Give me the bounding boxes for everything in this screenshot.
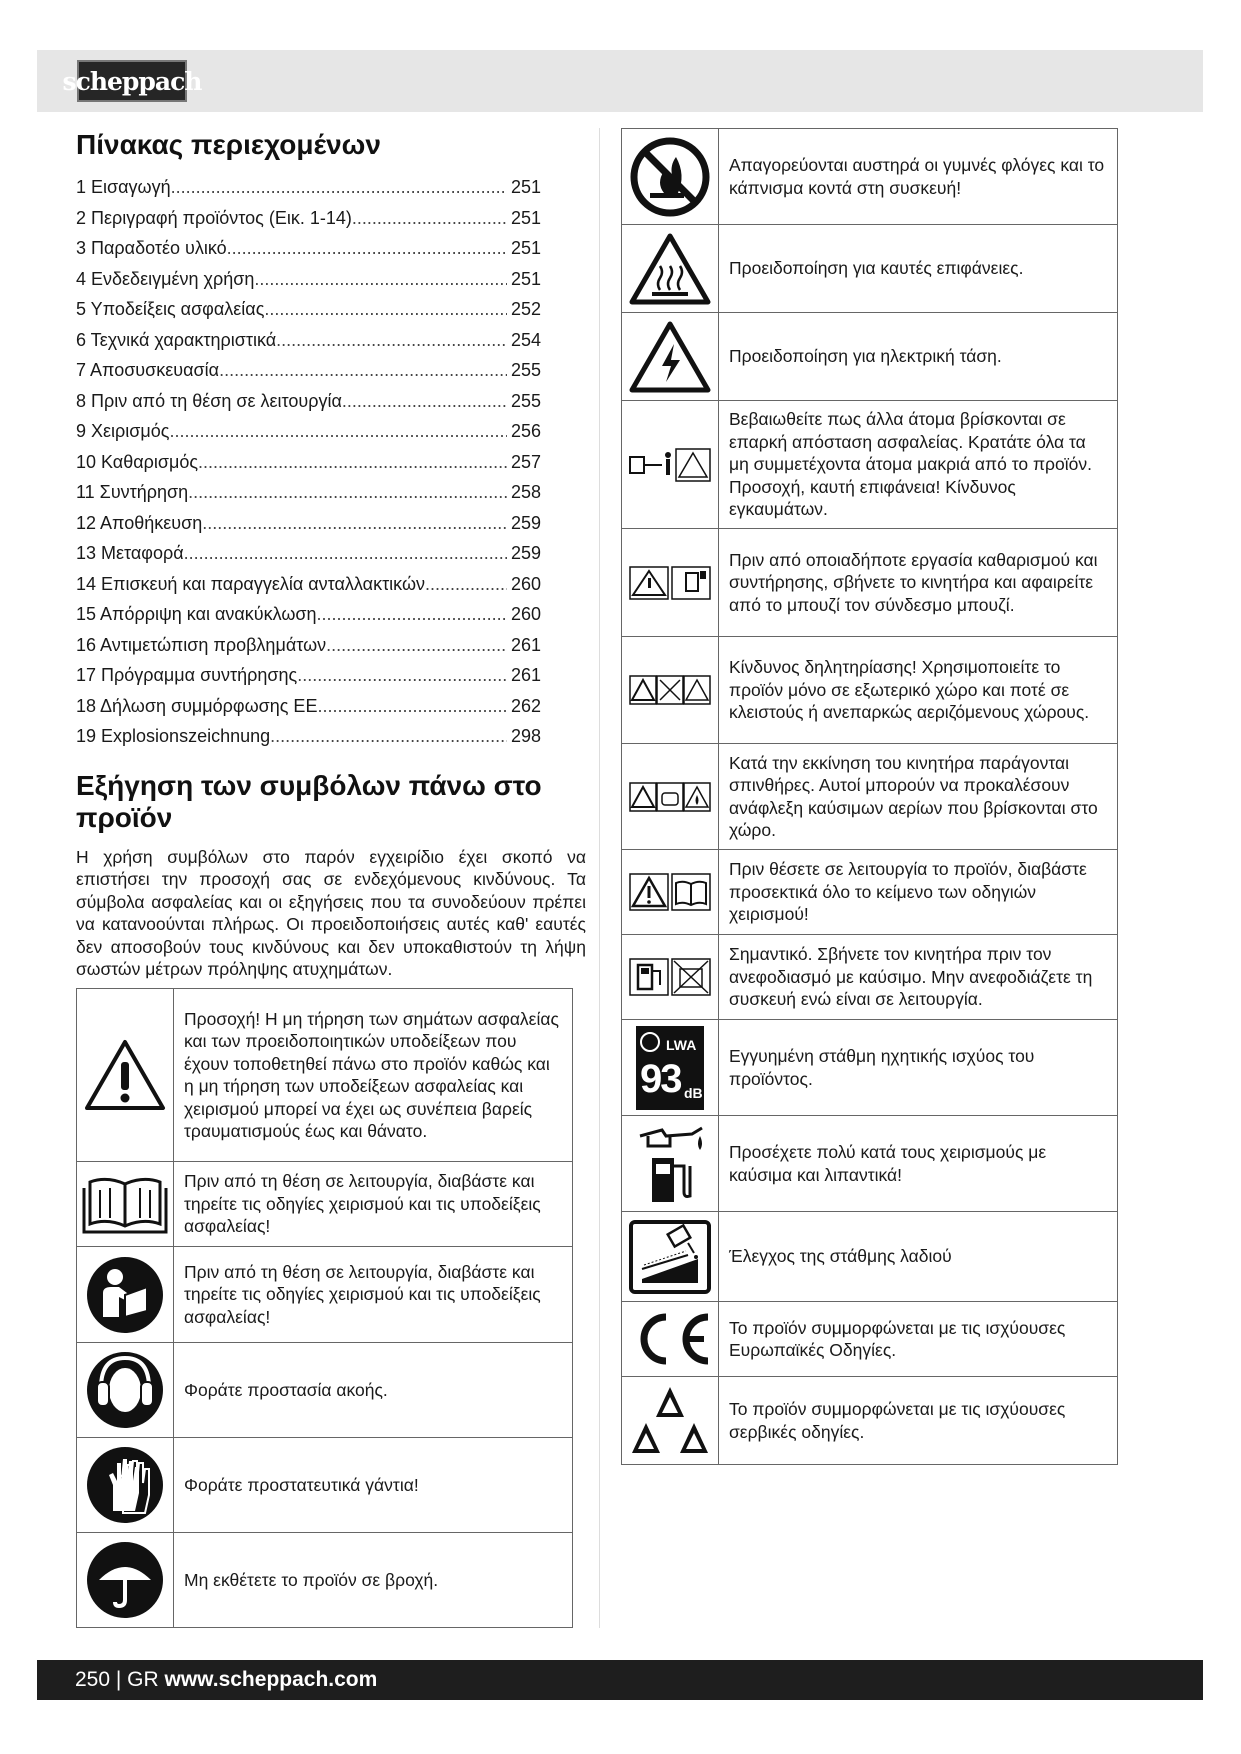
toc-title: Πίνακας περιεχομένων <box>76 129 381 160</box>
toc-entry[interactable]: 3 Παραδοτέο υλικό ..... 251 <box>76 233 541 264</box>
symbol-row <box>622 401 1118 529</box>
poisoning-hazard-icon <box>622 674 718 706</box>
left-column <box>76 128 586 981</box>
toc-entry[interactable]: 12 Αποθήκευση ..... 259 <box>76 508 541 539</box>
oil-level-check-icon <box>622 1219 718 1295</box>
toc-entry[interactable]: 11 Συντήρηση ..... 258 <box>76 477 541 508</box>
column-divider <box>599 128 600 1628</box>
scheppach-logo: scheppach <box>77 60 187 102</box>
symbol-text: Εγγυημένη στάθμη ηχητικής ισχύος του προϊόντος. <box>719 1020 1118 1116</box>
toc-entry[interactable]: 6 Τεχνικά χαρακτηριστικά ..... 254 <box>76 325 541 356</box>
toc-entry[interactable]: 19 Explosionszeichnung ..... 298 <box>76 721 541 752</box>
website-link[interactable]: www.scheppach.com <box>164 1668 378 1691</box>
symbol-text: Έλεγχος της στάθμης λαδιού <box>719 1212 1118 1302</box>
toc-entry[interactable]: 1 Εισαγωγή ..... 251 <box>76 172 541 203</box>
symbol-text: Σημαντικό. Σβήνετε τον κινητήρα πριν τον ανεφοδιασμό με καύσιμο. Μην ανεφοδιάζετε τη συσκευή ενώ είναι σε λειτουργία. <box>719 935 1118 1020</box>
symbol-text: Το προϊόν συμμορφώνεται με τις ισχύουσες σερβικές οδηγίες. <box>719 1377 1118 1465</box>
read-manual-icon <box>77 1255 173 1335</box>
symbol-text: Κίνδυνος δηλητηρίασης! Χρησιμοποιείτε το προϊόν μόνο σε εξωτερικό χώρο και ποτέ σε κλειστούς ή ανεπαρκώς αεριζόμενους χώρους. <box>719 637 1118 744</box>
electric-voltage-icon <box>622 320 718 394</box>
toc-entry[interactable]: 16 Αντιμετώπιση προβλημάτων ..... 261 <box>76 630 541 661</box>
symbol-text: Το προϊόν συμμορφώνεται με τις ισχύουσες Ευρωπαϊκές Οδηγίες. <box>719 1302 1118 1377</box>
toc-entry[interactable]: 17 Πρόγραμμα συντήρησης ..... 261 <box>76 660 541 691</box>
symbol-text: Απαγορεύονται αυστηρά οι γυμνές φλόγες και το κάπνισμα κοντά στη συσκευή! <box>719 129 1118 225</box>
toc-entry[interactable]: 15 Απόρριψη και ανακύκλωση ..... 260 <box>76 599 541 630</box>
symbols-intro: Η χρήση συμβόλων στο παρόν εγχειρίδιο έχει σκοπό να επιστήσει την προσοχή σας σε ενδεχόμενους κινδύνους. Τα σύμβολα ασφαλείας και οι εξηγήσεις που τα συνοδεύουν πρέπει να κατανοούνται πλήρως. Οι προειδοποιήσεις αυτές καθ' εαυτές δεν αποσοβούν τους κινδύνους και δεν υποκαθιστούν τη λήψη σωστών μέτρων πρόληψης ατυχημάτων. <box>76 846 586 979</box>
symbol-row <box>622 850 1118 935</box>
symbol-text: Μη εκθέτετε το προϊόν σε βροχή. <box>174 1533 573 1628</box>
symbol-text: Προσοχή! Η μη τήρηση των σημάτων ασφαλείας και των προειδοποιητικών υποδείξεων που έχουν τοποθετηθεί πάνω στο προϊόν καθώς και η μη τήρηση των υποδείξεων ασφαλείας και χειρισμού μπορεί να έχει ως συνέπεια βαρείς τραυματισμούς έως και θάνατο. <box>174 989 573 1162</box>
spark-ignition-icon <box>622 781 718 813</box>
symbol-row <box>77 989 573 1162</box>
ear-protection-icon <box>77 1350 173 1430</box>
ce-mark-icon <box>622 1309 718 1369</box>
symbols-section-title: Εξήγηση των συμβόλων πάνω στο προϊόν <box>76 769 542 833</box>
hot-surface-icon <box>622 232 718 306</box>
symbol-row <box>77 1343 573 1438</box>
toc-entry[interactable]: 5 Υποδείξεις ασφαλείας ..... 252 <box>76 294 541 325</box>
symbol-text: Κατά την εκκίνηση του κινητήρα παράγονται σπινθήρες. Αυτοί μπορούν να προκαλέσουν ανάφλεξη καύσιμων αερίων που βρίσκονται στο χώρο. <box>719 744 1118 850</box>
symbol-text: Πριν θέσετε σε λειτουργία το προϊόν, διαβάστε προσεκτικά όλο το κείμενο των οδηγιών χειρισμού! <box>719 850 1118 935</box>
symbol-row <box>622 1212 1118 1302</box>
toc-entry[interactable]: 7 Αποσυσκευασία ..... 255 <box>76 355 541 386</box>
lwa-label: LWA <box>666 1036 697 1053</box>
toc-entry[interactable]: 2 Περιγραφή προϊόντος (Εικ. 1-14) ..... 251 <box>76 203 541 234</box>
symbol-row <box>622 225 1118 313</box>
safety-distance-icon <box>622 445 718 485</box>
fuel-oil-icon <box>622 1122 718 1206</box>
no-refuel-running-icon <box>622 957 718 997</box>
symbol-text: Φοράτε προστατευτικά γάντια! <box>174 1438 573 1533</box>
symbol-row <box>622 313 1118 401</box>
toc-entry[interactable]: 8 Πριν από τη θέση σε λειτουργία ..... 255 <box>76 386 541 417</box>
toc-entry[interactable]: 4 Ενδεδειγμένη χρήση ..... 251 <box>76 264 541 295</box>
symbol-text: Προσέχετε πολύ κατά τους χειρισμούς με καύσιμα και λιπαντικά! <box>719 1116 1118 1212</box>
symbol-row <box>622 744 1118 850</box>
symbol-text: Πριν από τη θέση σε λειτουργία, διαβάστε και τηρείτε τις οδηγίες χειρισμού και τις υποδείξεις ασφαλείας! <box>174 1247 573 1343</box>
toc-entry[interactable]: 10 Καθαρισμός ..... 257 <box>76 447 541 478</box>
db-value: 93 <box>640 1056 681 1101</box>
symbol-text: Πριν από οποιαδήποτε εργασία καθαρισμού και συντήρησης, σβήνετε το κινητήρα και αφαιρείτε από το μπουζί τον σύνδεσμο μπουζί. <box>719 529 1118 637</box>
symbol-text: Φοράτε προστασία ακοής. <box>174 1343 573 1438</box>
header-bar <box>37 50 1203 112</box>
symbol-row <box>622 1020 1118 1116</box>
symbol-row <box>622 1116 1118 1212</box>
serbian-conformity-icon <box>622 1383 718 1459</box>
symbol-row <box>622 129 1118 225</box>
no-rain-umbrella-icon <box>77 1540 173 1620</box>
toc-entry[interactable]: 13 Μεταφορά ..... 259 <box>76 538 541 569</box>
read-instructions-warning-icon <box>622 872 718 912</box>
symbol-row <box>622 1302 1118 1377</box>
disconnect-spark-plug-icon <box>622 563 718 603</box>
warning-triangle-icon <box>77 1038 173 1112</box>
left-symbol-table <box>76 988 573 1628</box>
symbol-row <box>622 1377 1118 1465</box>
no-open-flame-icon <box>622 135 718 219</box>
toc-entry[interactable]: 18 Δήλωση συμμόρφωσης ΕΕ ..... 262 <box>76 691 541 722</box>
right-symbol-table <box>621 128 1118 1465</box>
symbol-text: Βεβαιωθείτε πως άλλα άτομα βρίσκονται σε επαρκή απόσταση ασφαλείας. Κρατάτε όλα τα μη συμμετέχοντα άτομα μακριά από το προϊόν. Προσοχή, καυτή επιφάνεια! Κίνδυνος εγκαυμάτων. <box>719 401 1118 529</box>
symbol-row <box>622 935 1118 1020</box>
toc-entry[interactable]: 14 Επισκευή και παραγγελία ανταλλακτικών ..... 260 <box>76 569 541 600</box>
symbol-text: Προειδοποίηση για ηλεκτρική τάση. <box>719 313 1118 401</box>
symbol-text: Πριν από τη θέση σε λειτουργία, διαβάστε και τηρείτε τις οδηγίες χειρισμού και τις υποδείξεις ασφαλείας! <box>174 1162 573 1247</box>
symbol-row <box>77 1438 573 1533</box>
toc-entry[interactable]: 9 Χειρισμός ..... 256 <box>76 416 541 447</box>
db-unit: dB <box>684 1084 703 1101</box>
gloves-icon <box>77 1445 173 1525</box>
manual-book-icon <box>77 1174 173 1234</box>
sound-power-icon <box>636 1026 704 1110</box>
page-number: 250 <box>75 1668 111 1691</box>
symbol-row <box>77 1247 573 1343</box>
toc-list <box>76 172 586 752</box>
symbol-row <box>622 637 1118 744</box>
footer-bar: 250 | GR www.scheppach.com <box>37 1660 1203 1700</box>
symbol-text: Προειδοποίηση για καυτές επιφάνειες. <box>719 225 1118 313</box>
symbol-row <box>77 1162 573 1247</box>
symbol-row <box>622 529 1118 637</box>
language-code: GR <box>127 1668 159 1691</box>
symbol-row <box>77 1533 573 1628</box>
